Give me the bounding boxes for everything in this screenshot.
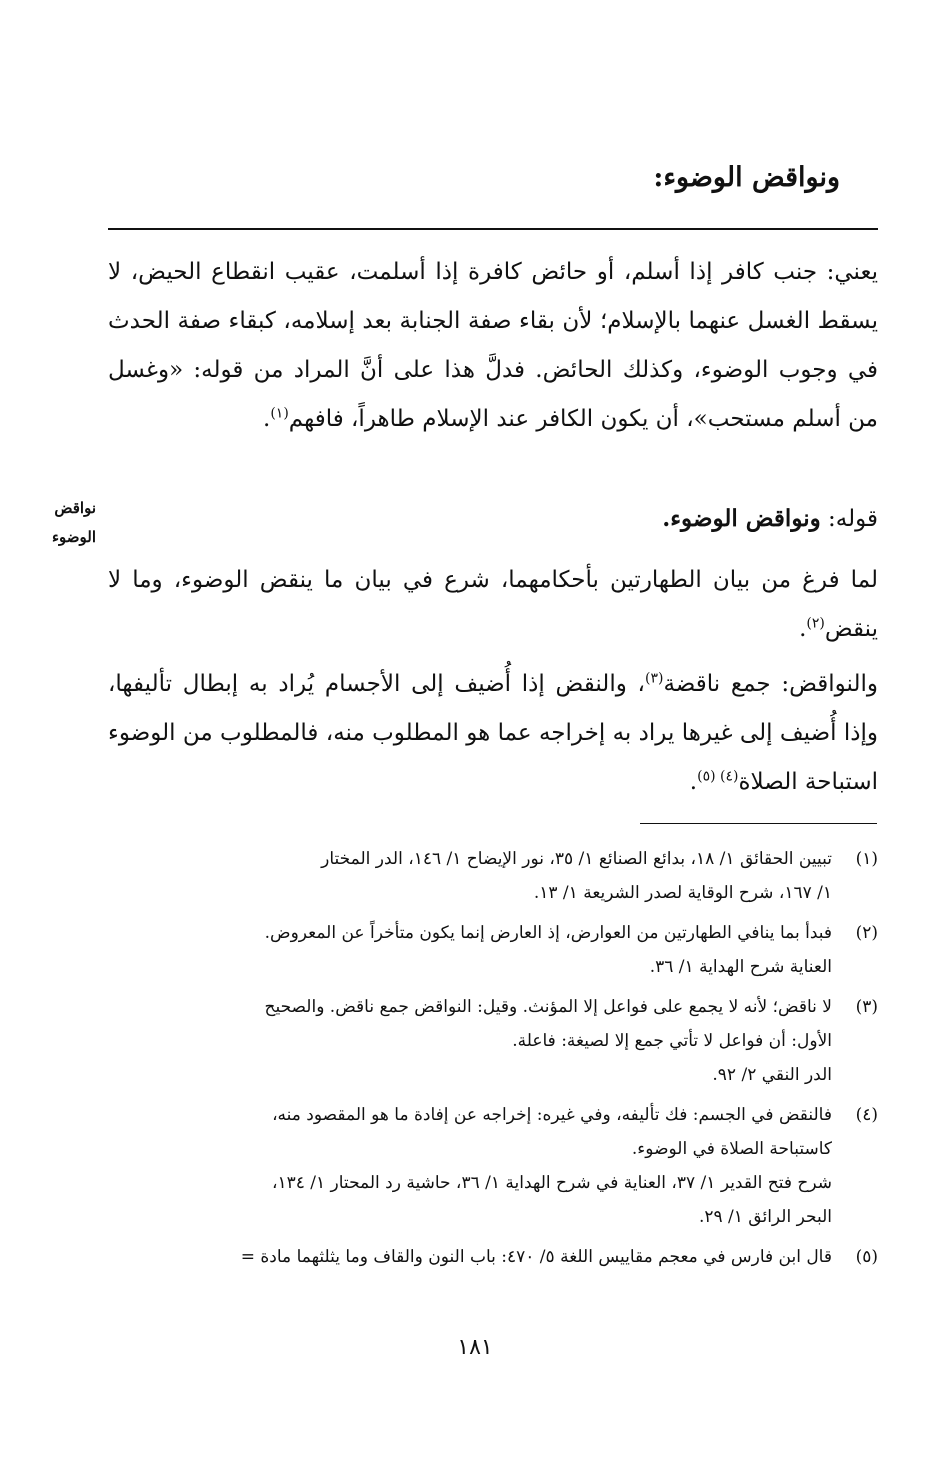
footnote-line: قال ابن فارس في معجم مقاييس اللغة ٥/ ٤٧٠: باب النون والقاف وما يثلثهما مادة = [240,1247,832,1267]
margin-note-line-1: نواقض [54,499,96,517]
footnote-ref-1[interactable]: (١) [270,405,289,422]
footnote-line: الدر النقي ٢/ ٩٢. [712,1065,832,1085]
footnote-number: (٤) [855,1105,878,1125]
footnotes [108,842,878,1280]
footnote-line: البحر الرائق ١/ ٢٩. [698,1207,832,1227]
paragraph-4-line-3: فالمطلوب من الوضوء استباحة الصلاة [108,720,878,795]
paragraph-4-line-2: إبطال تأليفها، وإذا أُضيف إلى غيرها يراد به إخراجه عما هو المطلوب منه، [108,671,879,746]
paragraph-1-line-2: انقطاع الحيض، لا يسقط الغسل عنهما بالإسلام؛ لأن بقاء صفة الجنابة بعد [108,259,878,334]
footnote-line: ١/ ١٦٧، شرح الوقاية لصدر الشريعة ١/ ١٣. [533,883,832,903]
footnote-3 [108,990,878,1092]
paragraph-2-keyword: ونواقض الوضوء. [662,505,821,532]
footnote-ref-2[interactable]: (٢) [806,615,825,632]
footnote-body [108,990,832,1092]
footnote-number: (٣) [855,997,878,1017]
footnote-number: (١) [855,849,878,869]
footnote-5 [108,1240,878,1274]
footnote-4 [108,1098,878,1234]
header-rule [108,228,878,230]
paragraph-4-line-1a: والنواقض: جمع ناقضة [663,671,879,697]
footnote-ref-4-5[interactable]: (٤) (٥) [697,768,739,785]
footnote-line: العناية شرح الهداية ١/ ٣٦. [649,957,832,977]
footnote-number: (٢) [855,923,878,943]
paragraph-1 [108,248,878,444]
paragraph-1-end: . [263,406,271,432]
section-header: ونواقض الوضوء: [653,162,840,193]
paragraph-3-line-1: لما فرغ من بيان الطهارتين بأحكامهما، شرع في بيان ما ينقض [259,567,878,593]
paragraph-3-line-2: الوضوء، وما لا ينقض [108,567,878,642]
footnote-body [108,1098,832,1234]
paragraph-1-line-4: على أنَّ المراد من قوله: «وغسل من أسلم مستحب»، أن يكون الكافر عند [108,357,878,432]
footnote-line: فالنقض في الجسم: فك تأليفه، وفي غيره: إخراجه عن إفادة ما هو المقصود منه، [272,1105,832,1125]
footnote-rule [640,823,877,824]
paragraph-3-end: . [799,616,807,642]
paragraph-2-lead: قوله: [828,506,878,532]
paragraph-4 [108,660,878,807]
paragraph-2 [108,494,878,544]
footnote-2 [108,916,878,984]
footnote-body [108,916,832,984]
footnote-line: شرح فتح القدير ١/ ٣٧، العناية في شرح الهداية ١/ ٣٦، حاشية رد المحتار ١/ ١٣٤، [271,1173,832,1193]
page-number: ١٨١ [457,1335,493,1360]
footnote-line: تبيين الحقائق ١/ ١٨، بدائع الصنائع ١/ ٣٥، نور الإيضاح ١/ ١٤٦، الدر المختار [321,849,832,869]
paragraph-1-line-5: الإسلام طاهراً، فافهم [288,406,490,432]
paragraph-1-line-1: يعني: جنب كافر إذا أسلم، أو حائض كافرة إذا أسلمت، عقيب [284,259,878,285]
footnote-ref-3[interactable]: (٣) [644,670,664,687]
paragraph-3 [108,556,878,654]
footnote-line: فبدأ بما ينافي الطهارتين من العوارض، إذ العارض إنما يكون متأخراً عن المعروض. [264,923,832,943]
paragraph-1-line-3: إسلامه، كبقاء صفة الحدث في وجوب الوضوء، وكذلك الحائض. فدلَّ هذا [108,308,879,383]
footnote-1 [108,842,878,910]
margin-note [8,494,96,552]
footnote-body [108,1240,832,1274]
paragraph-4-end: . [689,769,698,795]
footnote-line: لا ناقض؛ لأنه لا يجمع على فواعل إلا المؤنث. وقيل: النواقض جمع ناقض. والصحيح [264,997,832,1017]
footnote-number: (٥) [855,1247,878,1267]
margin-note-line-2: الوضوء [51,528,96,546]
footnote-line: الأول: أن فواعل لا تأتي جمع إلا لصيغة: فاعلة. [512,1031,832,1051]
footnote-line: كاستباحة الصلاة في الوضوء. [631,1139,832,1159]
footnote-body [108,842,832,910]
paragraph-4-line-1b: ، والنقض إذا أُضيف إلى الأجسام يُراد به [248,671,645,697]
